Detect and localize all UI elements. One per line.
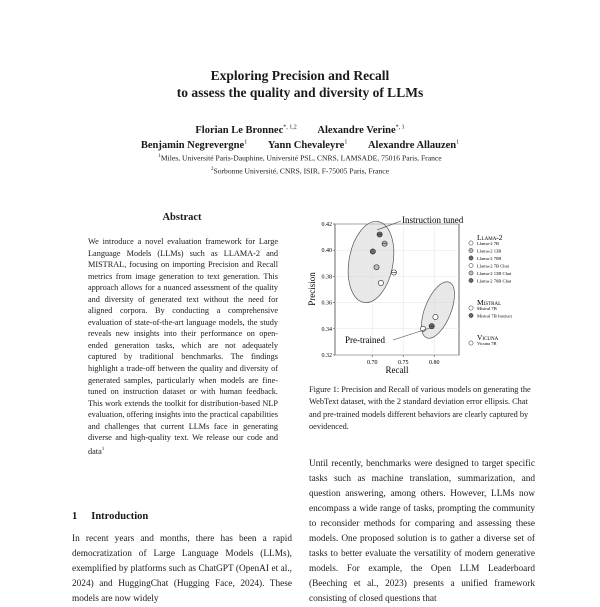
x-tick-label: 0.75 [397,360,409,366]
paper-title-line1: Exploring Precision and Recall [210,68,390,83]
data-point [378,280,383,285]
legend-group-title: Llama-2 [477,233,503,242]
y-tick-label: 0.40 [321,248,332,255]
author-3: Benjamin Negrevergne$^1$ [140,139,248,151]
abstract-heading: Abstract [162,212,202,223]
affiliation-1: $^1$Miles, Université Paris-Dauphine, Université PSL, CNRS, LAMSADE, 75016 Paris, France [158,153,442,163]
legend-marker [469,278,473,282]
authors-row-1 [0,121,600,137]
introduction-text: In recent years and months, there has been a rapid democratization of Large Language Models (LLMs), exemplified by platforms such as ChatGPT (OpenAI et al., 2024) and HuggingChat (Hugging Face, 2024). These models are now widely [72,534,292,604]
legend-marker [469,241,473,245]
author-1: Florian Le Bronnec$^{*, 1,2}$ [195,124,297,136]
chart-legend [469,233,513,346]
figure-caption: Figure 1: Precision and Recall of various models on generating the WebText dataset, with the 2 standard deviation error ellipsis. Chat and pre-trained models different behaviors are clearly captured by oevidenced. [309,385,531,432]
y-tick-label: 0.34 [321,326,332,333]
legend-marker [469,341,473,345]
annotation-pre-trained: Pre-trained [345,335,385,345]
annotation-instruction-tuned: Instruction tuned [402,215,464,225]
data-point [433,314,438,319]
author-2: Alexandre Verine$^{*, 1}$ [317,124,405,136]
legend-label: Mistral 7B [477,306,497,311]
legend-label: Llama-2 70B [477,256,502,261]
right-column-paragraph: Until recently, benchmarks were designed to target specific tasks such as machine translation, summarization, and question answering, among others. However, LLMs now encompass a wide range of tasks, prompting the community to reconsider methods for comparing and assessing these models. One proposed solution is to gather a diverse set of tasks to better evaluate the versatility of modern generative models. For example, the Open LLM Leaderboard (Beeching et al., 2023) presents a unified framework consisting of closed questions that [309,459,535,604]
paper-title-line2: to assess the quality and diversity of LLMs [176,85,424,100]
data-point [370,249,375,254]
author-4: Yann Chevaleyre$^1$ [267,139,348,151]
legend-label: Mistral 7B Instruct [477,313,512,319]
abstract-text: We introduce a novel evaluation framework for Large Language Models (LLMs) such as LLAMA-2 and MISTRAL, focusing on importing Precision and Recall metrics from image generation to text generation. This approach allows for a nuanced assessment of the quality and diversity of generated text without the need for aligned corpora. By conducting a comprehensive evaluation of state-of-the-art language models, the study reveals new insights into their performance on open-ended generation tasks, which are not adequately captured by traditional benchmarks. The findings highlight a trade-off between the quality and diversity of generated samples, particularly when models are fine-tuned on instruction dataset or with human feedback. This work extends the toolkit for distribution-based NLP evaluation, offering insights into the practical capabilities and challenges that current LLMs face in generating diverse and high-quality text. We release our code and data$^1$ [88,237,278,456]
legend-label: Llama-2 70B Chat [477,278,512,284]
precision-recall-figure [305,212,535,377]
x-axis-label: Recall [385,365,409,375]
author-5: Alexandre Allauzen$^1$ [367,139,460,151]
y-axis-ticks [322,222,336,359]
x-tick-label: 0.70 [366,360,378,366]
legend-label: Llama-2 13B Chat [477,271,512,276]
abstract-footnote-marker[interactable]: 1 [101,446,105,452]
legend-label: Llama-2 7B [477,241,500,246]
legend-group-title: Vicuna [477,333,499,342]
legend-marker [469,271,473,275]
legend-label: Vicuna 7B [477,341,497,346]
x-tick-label: 0.80 [428,360,440,366]
authors-row-2 [0,136,600,152]
y-tick-label: 0.42 [321,222,332,228]
legend-marker [469,256,473,260]
legend-label: Llama-2 13B [477,248,502,254]
y-tick-label: 0.32 [321,353,332,359]
affiliation-2: $^2$Sorbonne Université, CNRS, ISIR, F-75005 Paris, France [211,166,389,176]
y-axis-label: Precision [307,272,317,306]
legend-label: Llama-2 7B Chat [477,263,509,269]
pretrained-ellipse [415,277,462,342]
data-point [374,265,379,270]
legend-marker [469,263,473,267]
legend-group-title: Mistral [477,298,502,307]
y-tick-label: 0.38 [321,274,332,281]
y-tick-label: 0.36 [321,300,332,307]
instruction-tuned-ellipse [342,218,400,306]
legend-marker [469,248,473,252]
section-heading: 1 Introduction [72,511,149,522]
legend-marker [469,306,473,310]
legend-marker [469,313,473,317]
